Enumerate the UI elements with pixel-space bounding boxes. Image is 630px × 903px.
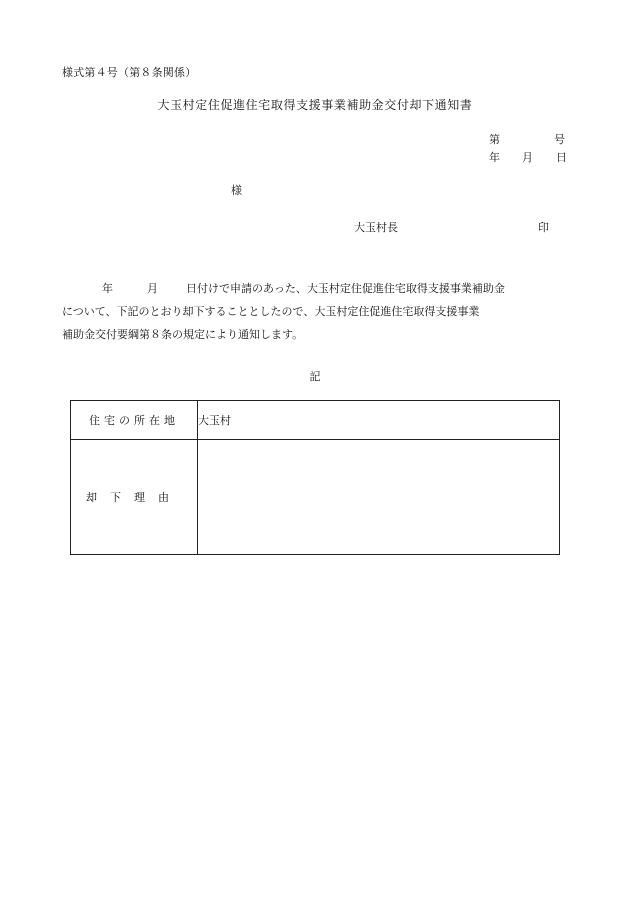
reason-label: 却下理由	[86, 491, 182, 504]
notice-body	[62, 277, 572, 346]
date-month-label: 月	[522, 151, 533, 164]
addressee-honorific: 様	[231, 184, 242, 197]
body-line-1	[62, 277, 572, 300]
seal-mark: 印	[538, 221, 549, 234]
table-row-address	[71, 401, 560, 440]
date-day-label: 日	[556, 151, 567, 164]
reason-value-cell	[198, 440, 560, 555]
document-number-suffix: 号	[554, 133, 565, 146]
document-title: 大玉村定住促進住宅取得支援事業補助金交付却下通知書	[157, 98, 473, 112]
table-row-reason	[71, 440, 560, 555]
details-table	[70, 400, 560, 555]
body-year-label: 年	[102, 282, 113, 295]
address-label-cell	[71, 401, 198, 440]
document-number-prefix: 第	[489, 133, 500, 146]
form-number-label: 様式第４号（第８条関係）	[62, 66, 197, 79]
body-month-label: 月	[147, 282, 158, 295]
ki-heading: 記	[309, 370, 321, 383]
reason-label-cell	[71, 440, 198, 555]
issuer-name: 大玉村長	[354, 221, 398, 234]
address-value-cell	[198, 401, 560, 440]
body-line-3: 補助金交付要綱第８条の規定により通知します。	[62, 328, 304, 341]
address-value: 大玉村	[198, 414, 231, 427]
body-line-2: について、下記のとおり却下することとしたので、大玉村定住促進住宅取得支援事業	[62, 305, 480, 318]
body-line-1-text: 日付けで申請のあった、大玉村定住促進住宅取得支援事業補助金	[186, 282, 505, 295]
address-label: 住宅の所在地	[89, 414, 179, 427]
date-year-label: 年	[489, 151, 500, 164]
